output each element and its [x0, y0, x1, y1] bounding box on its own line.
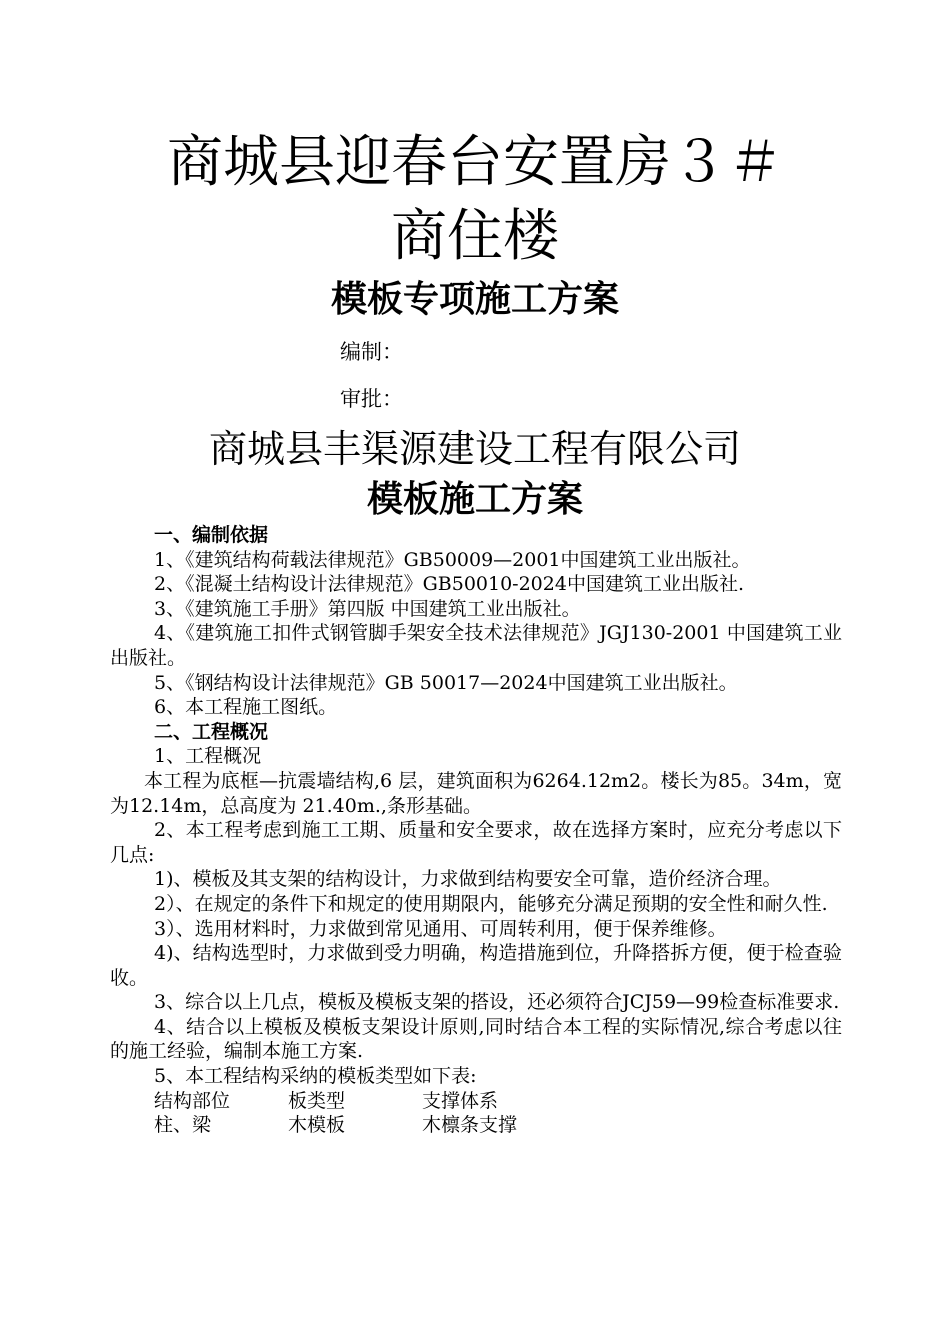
- reference-item: 5、《钢结构设计法律规范》GB 50017—2024中国建筑工业出版社。: [154, 671, 738, 694]
- table-cell: 木檩条支撑: [422, 1114, 518, 1137]
- table-cell: 柱、梁: [154, 1114, 212, 1137]
- overview-paragraph: 本工程为底框—抗震墙结构,6 层，建筑面积为6264.12m2。楼长为85。34m，宽为12.14m，总高度为 21.40m.,条形基础。: [110, 769, 842, 817]
- reference-item: 1、《建筑结构荷载法律规范》GB50009—2001中国建筑工业出版社。: [154, 548, 751, 571]
- consideration-item: 2）、在规定的条件下和规定的使用期限内，能够充分满足预期的安全性和耐久性.: [154, 892, 828, 915]
- standard-paragraph: 3、综合以上几点，模板及模板支架的搭设，还必须符合JCJ59—99检查标准要求.: [154, 991, 840, 1014]
- consideration-intro: 2、本工程考虑到施工工期、质量和安全要求，故在选择方案时，应充分考虑以下几点:: [110, 819, 842, 866]
- reference-item: 2、《混凝土结构设计法律规范》GB50010-2024中国建筑工业出版社.: [154, 573, 744, 596]
- reference-item: 4、《建筑施工扣件式钢管脚手架安全技术法律规范》JGJ130-2001 中国建筑工业出版社。: [110, 622, 842, 669]
- approved-by-label: 审批：: [340, 387, 403, 411]
- overview-subtitle: 1、工程概况: [154, 745, 262, 768]
- consideration-item: 3）、选用材料时，力求做到常见通用、可周转利用，便于保养维修。: [154, 917, 727, 940]
- table-header-cell: 结构部位: [154, 1089, 231, 1112]
- formwork-type-intro: 5、本工程结构采纳的模板类型如下表:: [154, 1065, 477, 1088]
- section2-title: 二、工程概况: [154, 720, 269, 743]
- table-header-cell: 板类型: [288, 1089, 346, 1112]
- cover-subtitle: 模板专项施工方案: [330, 279, 619, 320]
- principle-paragraph: 4、结合以上模板及模板支架设计原则,同时结合本工程的实际情况,综合考虑以往的施工经验，编制本施工方案.: [110, 1015, 842, 1063]
- consideration-item: 4)、结构选型时，力求做到受力明确，构造措施到位，升降搭拆方便，便于检查验收。: [110, 942, 842, 989]
- company-name: 商城县丰渠源建设工程有限公司: [208, 427, 741, 471]
- reference-item: 3、《建筑施工手册》第四版 中国建筑工业出版社。: [154, 597, 581, 620]
- table-header-cell: 支撑体系: [422, 1089, 499, 1112]
- consideration-item: 1)、模板及其支架的结构设计，力求做到结构要安全可靠，造价经济合理。: [154, 868, 782, 891]
- document-body: [110, 523, 842, 1138]
- section1-title: 一、编制依据: [154, 524, 269, 546]
- doc-heading: 模板施工方案: [366, 479, 583, 520]
- compiled-by-label: 编制：: [340, 340, 403, 364]
- table-header-row: [110, 1089, 842, 1114]
- table-cell: 木模板: [288, 1114, 346, 1137]
- reference-item: 6、本工程施工图纸。: [154, 696, 338, 719]
- table-row: [110, 1113, 842, 1138]
- cover-title-line1: 商城县迎春台安置房３＃: [167, 130, 783, 195]
- cover-title-line2: 商住楼: [391, 204, 559, 269]
